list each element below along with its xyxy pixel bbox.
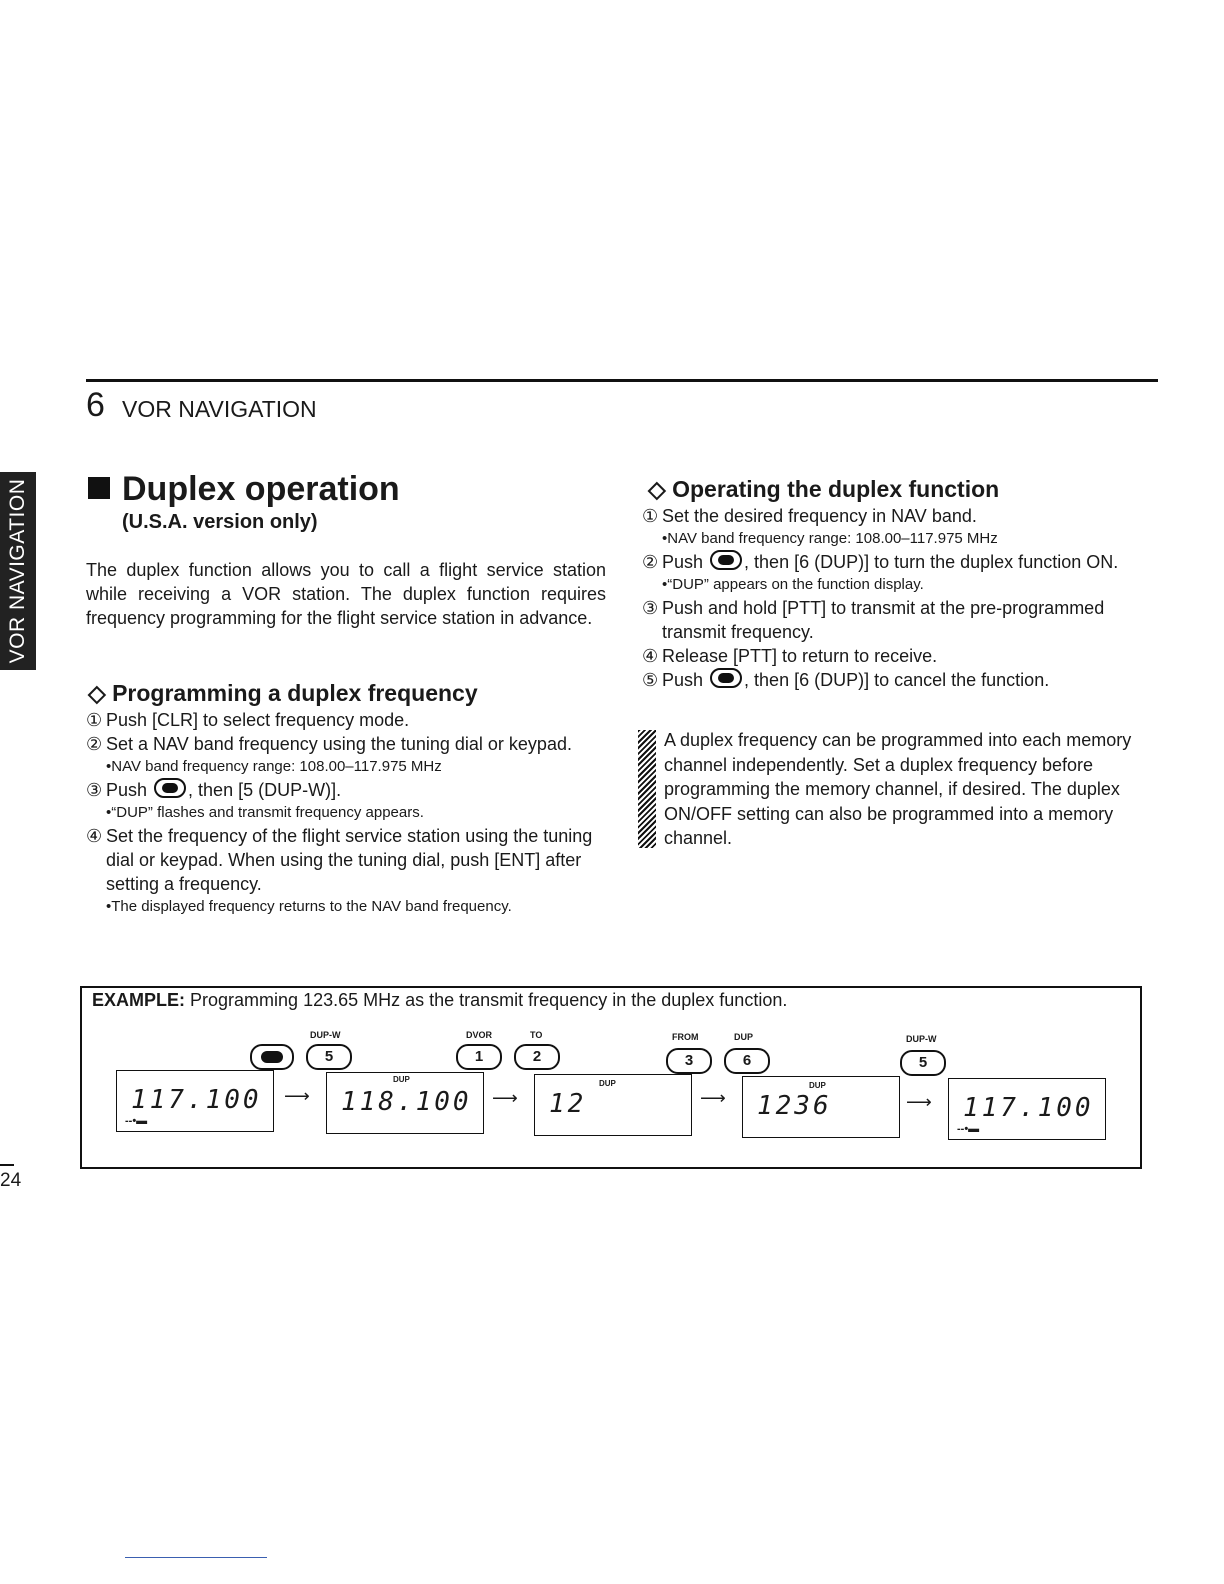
key-label: FROM <box>672 1032 699 1042</box>
dup-indicator: DUP <box>809 1081 826 1090</box>
step-item: ① Push [CLR] to select frequency mode. <box>86 710 410 730</box>
key-label: DUP-W <box>310 1030 341 1040</box>
square-bullet-icon <box>88 477 110 499</box>
step-note: •NAV band frequency range: 108.00–117.975 MHz <box>106 758 442 775</box>
step-item: ④ Set the frequency of the flight service station using the tuning dial or keypad. When using the tuning dial, push [ENT] after setting a frequency. <box>86 826 593 894</box>
footer-rule <box>125 1557 267 1558</box>
key-1: 1 <box>456 1044 502 1070</box>
side-tab <box>0 472 36 670</box>
step-item: ③ Push , then [5 (DUP-W)]. <box>86 780 342 800</box>
dup-indicator: DUP <box>599 1079 616 1088</box>
lcd-display: 12 DUP <box>534 1074 692 1136</box>
dup-indicator: DUP <box>393 1075 410 1084</box>
function-key-icon <box>710 668 742 688</box>
operating-heading: ◇ Operating the duplex function <box>648 476 1000 502</box>
arrow-right-icon: ⟶ <box>284 1086 310 1106</box>
example-box <box>80 986 1142 1169</box>
key-5: 5 <box>900 1050 946 1076</box>
lcd-display: 117.100 --•▬ <box>116 1070 274 1132</box>
diamond-icon: ◇ <box>88 680 106 706</box>
lcd-display: 118.100 DUP <box>326 1072 484 1134</box>
chapter-title: VOR NAVIGATION <box>122 396 317 422</box>
step-note: •The displayed frequency returns to the NAV band frequency. <box>106 898 512 915</box>
lcd-display: 1236 DUP <box>742 1076 900 1138</box>
header-rule <box>86 379 1158 382</box>
key-5: 5 <box>306 1044 352 1070</box>
key-3: 3 <box>666 1048 712 1074</box>
lcd-display: 117.100 --•▬ <box>948 1078 1106 1140</box>
memory-indicator-icon: --•▬ <box>957 1123 980 1135</box>
section-title: Duplex operation <box>88 470 400 509</box>
step-item: ④ Release [PTT] to return to receive. <box>642 646 938 666</box>
example-title: EXAMPLE: Programming 123.65 MHz as the transmit frequency in the duplex function. <box>92 990 788 1010</box>
side-tab-label: VOR NAVIGATION <box>6 478 29 664</box>
step-note: •“DUP” appears on the function display. <box>662 576 924 593</box>
step-item: ① Set the desired frequency in NAV band. <box>642 506 977 526</box>
key-6: 6 <box>724 1048 770 1074</box>
key-2: 2 <box>514 1044 560 1070</box>
section-subtitle: (U.S.A. version only) <box>122 511 318 533</box>
operating-steps <box>642 504 1162 692</box>
intro-paragraph: The duplex function allows you to call a flight service station while receiving a VOR station. The duplex function requires frequency programming for the flight service station in advance. <box>86 560 606 628</box>
function-key-icon <box>710 550 742 570</box>
step-item: ② Set a NAV band frequency using the tuning dial or keypad. <box>86 734 572 754</box>
step-item: ③ Push and hold [PTT] to transmit at the pre-programmed transmit frequency. <box>642 598 1105 642</box>
function-key-icon <box>250 1044 294 1070</box>
programming-heading: ◇ Programming a duplex frequency <box>88 680 478 706</box>
key-label: DVOR <box>466 1030 493 1040</box>
page-tick <box>0 1164 14 1166</box>
step-note: •“DUP” flashes and transmit frequency appears. <box>106 804 424 821</box>
page-number: 24 <box>0 1170 22 1191</box>
function-key-icon <box>154 778 186 798</box>
arrow-right-icon: ⟶ <box>700 1088 726 1108</box>
arrow-right-icon: ⟶ <box>906 1092 932 1112</box>
memo-note: A duplex frequency can be programmed into each memory channel independently. Set a duplex frequency before programming the memory channel, if desired. The duplex ON/OFF setting can also be programmed into a memory channel. <box>664 730 1132 848</box>
key-label: TO <box>530 1030 543 1040</box>
step-note: •NAV band frequency range: 108.00–117.975 MHz <box>662 530 998 547</box>
memory-indicator-icon: --•▬ <box>125 1115 148 1127</box>
step-item: ⑤ Push , then [6 (DUP)] to cancel the function. <box>642 670 1050 690</box>
step-item: ② Push , then [6 (DUP)] to turn the duplex function ON. <box>642 552 1119 572</box>
programming-steps <box>86 708 606 918</box>
key-label: DUP-W <box>906 1034 937 1044</box>
chapter-number: 6 <box>86 386 105 424</box>
key-label: DUP <box>734 1032 754 1042</box>
diamond-icon: ◇ <box>648 476 666 502</box>
arrow-right-icon: ⟶ <box>492 1088 518 1108</box>
